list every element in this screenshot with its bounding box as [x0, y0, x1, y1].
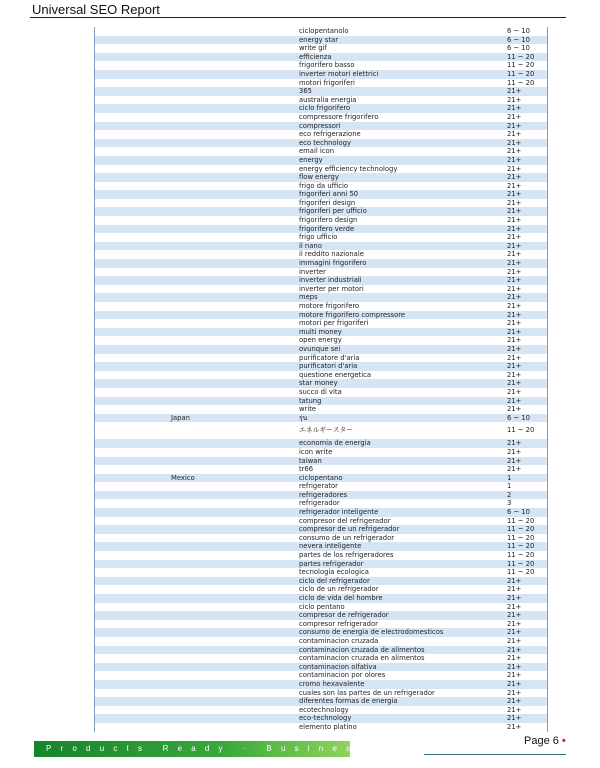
rank-cell: 1: [507, 473, 512, 482]
keyword-cell: diferentes formas de energia: [299, 697, 398, 706]
rank-cell: 21+: [507, 662, 522, 671]
keyword-cell: tr66: [299, 465, 314, 474]
rank-cell: 21+: [507, 147, 522, 156]
keyword-cell: flow energy: [299, 173, 339, 182]
keyword-cell: ciclo frigorifero: [299, 104, 351, 113]
rank-cell: 21+: [507, 362, 522, 371]
table-row: [95, 362, 547, 371]
keyword-cell: contaminacion cruzada en alimentos: [299, 654, 425, 663]
table-row: [95, 663, 547, 672]
rank-cell: 21+: [507, 602, 522, 611]
keyword-cell: ciclo de un refrigerador: [299, 585, 379, 594]
rank-cell: 21+: [507, 224, 522, 233]
table-row: [95, 371, 547, 380]
table-row: [95, 225, 547, 234]
table-row: [95, 706, 547, 715]
table-row: [95, 156, 547, 165]
table-row: [95, 491, 547, 500]
rank-cell: 1: [507, 482, 512, 491]
keyword-cell: frigo da ufficio: [299, 181, 349, 190]
rank-cell: 11 ~ 20: [507, 516, 535, 525]
table-row: [95, 216, 547, 225]
keyword-cell: inverter: [299, 267, 326, 276]
table-row: [95, 603, 547, 612]
page-number: [524, 735, 566, 747]
rank-cell: 11 ~ 20: [507, 551, 535, 560]
rank-cell: 21+: [507, 688, 522, 697]
table-row: [95, 560, 547, 569]
rank-cell: 21+: [507, 198, 522, 207]
footer-tagline-bar: Products Ready · Business Ready: [34, 741, 350, 757]
rank-cell: 21+: [507, 722, 522, 731]
table-row: [95, 714, 547, 723]
table-row: [95, 457, 547, 466]
rank-cell: 6 ~ 10: [507, 413, 530, 422]
rank-cell: 2: [507, 490, 512, 499]
table-row: [95, 585, 547, 594]
rank-cell: 21+: [507, 190, 522, 199]
rank-cell: 21+: [507, 576, 522, 585]
table-row: [95, 723, 547, 732]
keyword-cell: nevera inteligente: [299, 542, 362, 551]
keyword-cell: refrigerador: [299, 499, 340, 508]
rank-cell: 21+: [507, 276, 522, 285]
keyword-cell: partes refrigerador: [299, 559, 364, 568]
rank-cell: 21+: [507, 164, 522, 173]
keyword-cell: tatung: [299, 396, 322, 405]
table-row: [95, 568, 547, 577]
table-row: [95, 250, 547, 259]
rank-cell: 21+: [507, 697, 522, 706]
report-title: Universal SEO Report: [32, 2, 160, 17]
rank-cell: 6 ~ 10: [507, 27, 530, 35]
table-row: [95, 53, 547, 62]
table-row: [95, 36, 547, 45]
table-row: [95, 199, 547, 208]
table-row: [95, 113, 547, 122]
keyword-cell: consumo de un refrigerador: [299, 533, 395, 542]
keyword-cell: elemento platino: [299, 722, 357, 731]
table-row: [95, 87, 547, 96]
keyword-cell: taiwan: [299, 456, 322, 465]
rank-cell: 21+: [507, 216, 522, 225]
keyword-cell: ecotechnology: [299, 705, 349, 714]
table-row: [95, 697, 547, 706]
table-row: [95, 79, 547, 88]
table-row: [95, 482, 547, 491]
rank-cell: 21+: [507, 585, 522, 594]
rank-cell: 21+: [507, 594, 522, 602]
table-row: [95, 336, 547, 345]
keyword-cell: contaminacion por olores: [299, 671, 386, 680]
table-row: [95, 534, 547, 543]
rank-cell: 21+: [507, 611, 522, 620]
table-row: [95, 207, 547, 216]
rank-cell: 21+: [507, 447, 522, 456]
keyword-cell: frigorifero verde: [299, 224, 355, 233]
keyword-cell: cuales son las partes de un refrigerador: [299, 688, 435, 697]
table-row: [95, 328, 547, 337]
country-cell: Japan: [171, 413, 190, 422]
table-row: [95, 689, 547, 698]
table-row: [95, 104, 547, 113]
keyword-cell: frigo ufficio: [299, 233, 338, 242]
rank-cell: 21+: [507, 654, 522, 663]
table-row: [95, 448, 547, 457]
keyword-cell: purificatori d'aria: [299, 362, 358, 371]
rank-cell: 21+: [507, 456, 522, 465]
table-row: [95, 397, 547, 406]
table-row: [95, 70, 547, 79]
rank-cell: 21+: [507, 121, 522, 130]
rank-cell: 21+: [507, 336, 522, 345]
keyword-cell: star money: [299, 379, 338, 388]
rank-cell: 6 ~ 10: [507, 35, 530, 44]
keyword-cell: frigorifero design: [299, 216, 358, 225]
table-row: [95, 517, 547, 526]
table-row: [95, 474, 547, 483]
rank-cell: 21+: [507, 284, 522, 293]
table-row: [95, 130, 547, 139]
rank-cell: 11 ~ 20: [507, 52, 535, 61]
keyword-cell: ciclo de vida del hombre: [299, 594, 383, 602]
table-row: [95, 551, 547, 560]
table-row: [95, 27, 547, 36]
keyword-cell: write: [299, 405, 317, 414]
rank-cell: 21+: [507, 104, 522, 113]
table-row: [95, 268, 547, 277]
rank-cell: 21+: [507, 327, 522, 336]
table-row: [95, 611, 547, 620]
table-row: [95, 285, 547, 294]
keyword-cell: energy: [299, 155, 323, 164]
keyword-cell: economia de energia: [299, 439, 371, 448]
keyword-cell: cromo hexavalente: [299, 679, 365, 688]
keyword-cell: refrigerador inteligente: [299, 508, 379, 517]
table-row: [95, 139, 547, 148]
keyword-cell: contaminacion cruzada: [299, 636, 379, 645]
keyword-cell: eco refrigerazione: [299, 130, 361, 139]
keyword-cell: open energy: [299, 336, 342, 345]
table-row: [95, 422, 547, 439]
keyword-cell: consumo de energia de electrodomesticos: [299, 628, 444, 637]
page-number-label: Page 6: [524, 735, 559, 747]
keyword-cell: refrigerator: [299, 482, 338, 491]
rank-cell: 21+: [507, 112, 522, 121]
table-row: [95, 96, 547, 105]
keyword-cell: compressore frigorifero: [299, 112, 379, 121]
table-row: [95, 379, 547, 388]
keyword-cell: motori frigoriferi: [299, 78, 355, 87]
rank-cell: 11 ~ 20: [507, 69, 535, 78]
keyword-cell: inverter per motori: [299, 284, 364, 293]
keyword-cell: succo di vita: [299, 387, 342, 396]
table-row: [95, 293, 547, 302]
rank-cell: 11 ~ 20: [507, 426, 535, 435]
keyword-cell: il reddito nazionale: [299, 250, 364, 259]
rank-cell: 11 ~ 20: [507, 533, 535, 542]
keyword-cell: compresor del refrigerador: [299, 516, 391, 525]
keyword-cell: energy star: [299, 35, 339, 44]
keyword-cell: efficienza: [299, 52, 332, 61]
rank-cell: 11 ~ 20: [507, 525, 535, 534]
rank-cell: 21+: [507, 705, 522, 714]
table-row: [95, 671, 547, 680]
keyword-cell: inverter industriali: [299, 276, 362, 285]
rank-cell: 21+: [507, 87, 522, 96]
keyword-cell: contaminacion olfativa: [299, 662, 377, 671]
table-row: [95, 319, 547, 328]
keyword-ranking-table: [94, 27, 548, 732]
rank-cell: 6 ~ 10: [507, 508, 530, 517]
keyword-cell: refrigeradores: [299, 490, 348, 499]
keyword-cell: ovunque sei: [299, 344, 341, 353]
keyword-cell: tecnologia ecologica: [299, 568, 369, 577]
rank-cell: 11 ~ 20: [507, 78, 535, 87]
table-row: [95, 405, 547, 414]
keyword-cell: frigoriferi per ufficio: [299, 207, 367, 216]
keyword-cell: ciclopentano: [299, 473, 343, 482]
keyword-cell: motore frigorifero compressore: [299, 310, 406, 319]
keyword-cell: motore frigorifero: [299, 302, 360, 310]
rank-cell: 21+: [507, 645, 522, 654]
country-cell: Mexico: [171, 473, 195, 482]
keyword-cell: icon write: [299, 447, 333, 456]
rank-cell: 21+: [507, 293, 522, 302]
table-row: [95, 439, 547, 448]
keyword-cell: compresor de un refrigerador: [299, 525, 400, 534]
rank-cell: 11 ~ 20: [507, 559, 535, 568]
table-row: [95, 173, 547, 182]
table-row: [95, 620, 547, 629]
rank-cell: 21+: [507, 353, 522, 362]
table-row: [95, 680, 547, 689]
table-row: [95, 646, 547, 655]
rank-cell: 11 ~ 20: [507, 542, 535, 551]
table-row: [95, 508, 547, 517]
table-row: [95, 233, 547, 242]
rank-cell: 21+: [507, 671, 522, 680]
rank-cell: 21+: [507, 138, 522, 147]
keyword-cell: ciclopentanolo: [299, 27, 349, 35]
keyword-cell: inverter motori elettrici: [299, 69, 379, 78]
rank-cell: 21+: [507, 628, 522, 637]
table-row: [95, 577, 547, 586]
rank-cell: 11 ~ 20: [507, 61, 535, 70]
rank-cell: 21+: [507, 319, 522, 328]
page-marker-icon: •: [561, 735, 566, 747]
table-row: [95, 628, 547, 637]
rank-cell: 21+: [507, 95, 522, 104]
keyword-cell: frigoriferi anni 50: [299, 190, 359, 199]
keyword-cell: frigoriferi design: [299, 198, 356, 207]
keyword-cell: compresor de refrigerador: [299, 611, 389, 620]
keyword-cell: meps: [299, 293, 318, 302]
table-row: [95, 190, 547, 199]
rank-cell: 6 ~ 10: [507, 44, 530, 53]
rank-cell: 21+: [507, 636, 522, 645]
rank-cell: 21+: [507, 387, 522, 396]
header-divider: [30, 17, 566, 18]
table-row: [95, 182, 547, 191]
rank-cell: 21+: [507, 207, 522, 216]
rank-cell: 21+: [507, 344, 522, 353]
rank-cell: 21+: [507, 379, 522, 388]
table-row: [95, 311, 547, 320]
keyword-cell: immagini frigorifero: [299, 259, 367, 268]
rank-cell: 3: [507, 499, 512, 508]
rank-cell: 21+: [507, 181, 522, 190]
keyword-cell: compresor refrigerador: [299, 619, 378, 628]
keyword-cell: ciclo del refrigerador: [299, 576, 370, 585]
table-row: [95, 122, 547, 131]
rank-cell: 21+: [507, 250, 522, 259]
table-row: [95, 637, 547, 646]
rank-cell: 21+: [507, 233, 522, 242]
rank-cell: 21+: [507, 130, 522, 139]
keyword-cell: il nano: [299, 241, 322, 250]
table-row: [95, 302, 547, 311]
table-row: [95, 345, 547, 354]
rank-cell: 21+: [507, 679, 522, 688]
table-row: [95, 594, 547, 603]
keyword-cell: エネルギースター: [299, 426, 354, 435]
keyword-cell: ciclo pentano: [299, 602, 345, 611]
table-row: [95, 654, 547, 663]
table-row: [95, 354, 547, 363]
keyword-cell: australia energia: [299, 95, 357, 104]
table-row: [95, 414, 547, 423]
rank-cell: 21+: [507, 405, 522, 414]
rank-cell: 21+: [507, 310, 522, 319]
keyword-cell: compressori: [299, 121, 341, 130]
rank-cell: 21+: [507, 439, 522, 448]
table-row: [95, 499, 547, 508]
keyword-cell: questione energetica: [299, 370, 372, 379]
table-row: [95, 61, 547, 70]
table-row: [95, 276, 547, 285]
table-row: [95, 388, 547, 397]
rank-cell: 21+: [507, 155, 522, 164]
rank-cell: 11 ~ 20: [507, 568, 535, 577]
rank-cell: 21+: [507, 241, 522, 250]
keyword-cell: email icon: [299, 147, 334, 156]
table-row: [95, 542, 547, 551]
table-row: [95, 465, 547, 474]
table-row: [95, 242, 547, 251]
keyword-cell: eco-technology: [299, 714, 352, 723]
keyword-cell: motori per frigoriferi: [299, 319, 369, 328]
rank-cell: 21+: [507, 302, 522, 310]
keyword-cell: write gif: [299, 44, 327, 53]
keyword-cell: multi money: [299, 327, 342, 336]
keyword-cell: eco technology: [299, 138, 351, 147]
rank-cell: 21+: [507, 173, 522, 182]
rank-cell: 21+: [507, 267, 522, 276]
keyword-cell: contaminacion cruzada de alimentos: [299, 645, 425, 654]
keyword-cell: purificatore d'aria: [299, 353, 360, 362]
table-row: [95, 44, 547, 53]
footer-divider: [424, 754, 566, 755]
rank-cell: 21+: [507, 259, 522, 268]
keyword-cell: partes de los refrigeradores: [299, 551, 394, 560]
rank-cell: 21+: [507, 619, 522, 628]
keyword-cell: frigorifero basso: [299, 61, 355, 70]
table-row: [95, 525, 547, 534]
keyword-cell: energy efficiency technology: [299, 164, 398, 173]
table-row: [95, 147, 547, 156]
rank-cell: 21+: [507, 396, 522, 405]
table-row: [95, 259, 547, 268]
rank-cell: 21+: [507, 465, 522, 474]
rank-cell: 21+: [507, 370, 522, 379]
keyword-cell: 365: [299, 87, 312, 96]
table-row: [95, 165, 547, 174]
keyword-cell: รุ่น: [299, 413, 308, 422]
rank-cell: 21+: [507, 714, 522, 723]
